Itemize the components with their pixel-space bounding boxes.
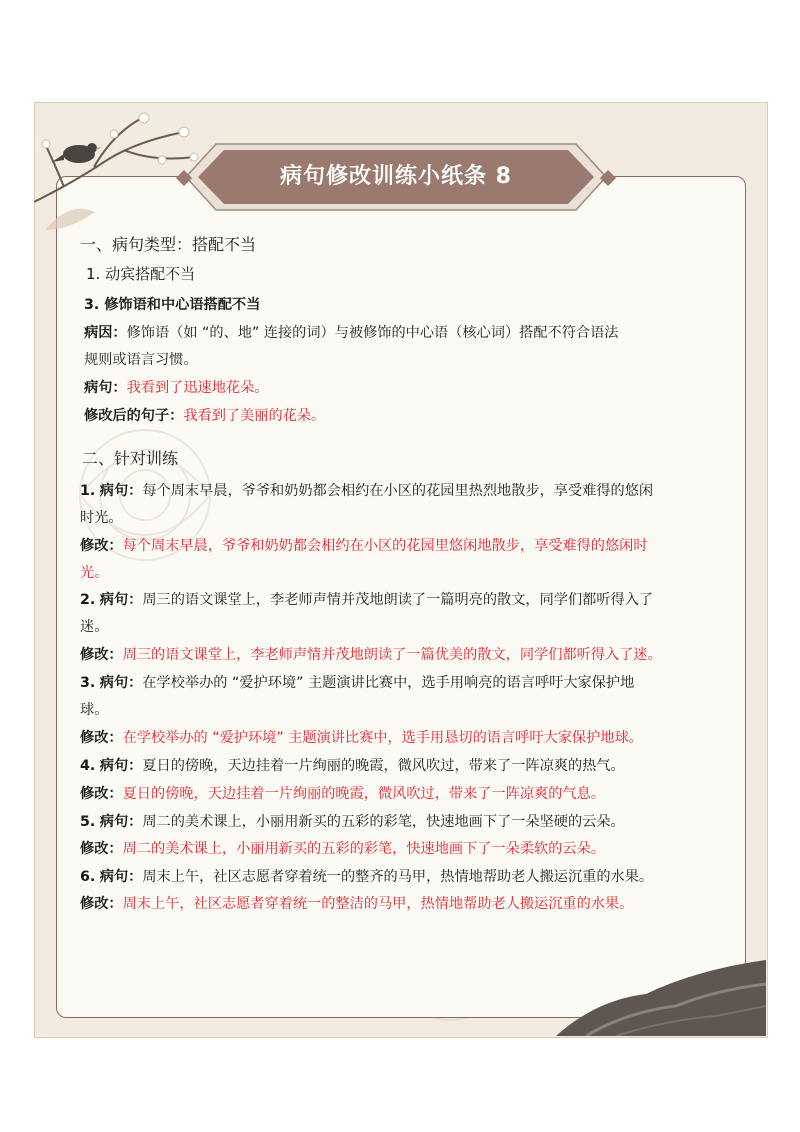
exercise-4-fix [80, 783, 605, 803]
cause-line-1 [84, 322, 619, 342]
exercise-number: 6. [80, 869, 96, 885]
wrong-label: 病句： [99, 675, 143, 691]
exercise-number: 4. [80, 758, 96, 774]
cause-label: 病因： [84, 325, 127, 341]
exercise-1-wrong [80, 480, 653, 500]
rock-decoration [556, 960, 766, 1036]
wrong-text: 周末上午，社区志愿者穿着统一的整齐的马甲，热情地帮助老人搬运沉重的水果。 [142, 869, 654, 885]
exercise-number: 1. [80, 483, 96, 499]
fix-text: 周三的语文课堂上，李老师声情并茂地朗读了一篇优美的散文，同学们都听得入了迷。 [122, 647, 662, 663]
exercise-3-wrong-cont: 球。 [80, 702, 109, 718]
fix-label: 修改： [80, 647, 123, 663]
fix-label: 修改： [80, 786, 123, 802]
example-wrong-line [84, 377, 268, 397]
example-fixed-text: 我看到了美丽的花朵。 [183, 408, 326, 424]
exercise-6-fix [80, 893, 633, 913]
fix-label: 修改： [80, 538, 123, 554]
wrong-text: 周三的语文课堂上，李老师声情并茂地朗读了一篇明亮的散文，同学们都听得入了 [142, 592, 654, 608]
section1-item1: 1. 动宾搭配不当 [86, 265, 196, 283]
example-fixed-label: 修改后的句子： [84, 408, 184, 424]
exercise-2-wrong-cont: 迷。 [80, 619, 109, 635]
fix-text: 在学校举办的 “爱护环境” 主题演讲比赛中，选手用恳切的语言呼吁大家保护地球。 [122, 730, 643, 746]
fix-text: 每个周末早晨，爷爷和奶奶都会相约在小区的花园里悠闲地散步，享受难得的悠闲时 [122, 538, 648, 554]
wrong-label: 病句： [99, 758, 143, 774]
title-banner [186, 138, 606, 216]
exercise-2-wrong [80, 589, 653, 609]
example-wrong-text: 我看到了迅速地花朵。 [126, 380, 269, 396]
banner-diamond-right-icon [600, 170, 616, 186]
cause-line-2: 规则或语言习惯。 [84, 352, 198, 368]
wrong-text: 每个周末早晨，爷爷和奶奶都会相约在小区的花园里热烈地散步，享受难得的悠闲 [142, 483, 654, 499]
fix-text: 周二的美术课上，小丽用新买的五彩的彩笔，快速地画下了一朵柔软的云朵。 [122, 841, 605, 857]
exercise-number: 2. [80, 592, 96, 608]
exercise-4-wrong [80, 755, 625, 775]
exercise-5-fix [80, 838, 605, 858]
fix-text: 夏日的傍晚，天边挂着一片绚丽的晚霞，微风吹过，带来了一阵凉爽的气息。 [122, 786, 605, 802]
wrong-label: 病句： [99, 483, 143, 499]
fix-label: 修改： [80, 896, 123, 912]
fix-label: 修改： [80, 841, 123, 857]
exercise-6-wrong [80, 866, 653, 886]
section1-heading: 一、病句类型：搭配不当 [80, 235, 257, 254]
wrong-label: 病句： [99, 869, 143, 885]
wrong-label: 病句： [99, 814, 143, 830]
exercise-3-wrong [80, 672, 634, 692]
exercise-3-fix [80, 727, 643, 747]
exercise-5-wrong [80, 811, 625, 831]
page-title: 病句修改训练小纸条 8 [280, 164, 512, 189]
cause-text: 修饰语（如 “的、地” 连接的词）与被修饰的中心语（核心词）搭配不符合语法 [126, 325, 619, 341]
banner-diamond-left-icon [176, 170, 192, 186]
wrong-label: 病句： [99, 592, 143, 608]
wrong-text: 在学校举办的 “爱护环境” 主题演讲比赛中，选手用响亮的语言呼吁大家保护地 [142, 675, 635, 691]
example-fixed-line [84, 405, 325, 425]
exercise-2-fix [80, 644, 662, 664]
section2-heading: 二、针对训练 [82, 449, 179, 468]
wrong-text: 夏日的傍晚，天边挂着一片绚丽的晚霞，微风吹过，带来了一阵凉爽的热气。 [142, 758, 625, 774]
section1-item3: 3. 修饰语和中心语搭配不当 [84, 297, 261, 313]
wrong-text: 周二的美术课上，小丽用新买的五彩的彩笔，快速地画下了一朵坚硬的云朵。 [142, 814, 625, 830]
exercise-number: 5. [80, 814, 96, 830]
exercise-1-fix-cont: 光。 [80, 565, 109, 581]
exercise-1-wrong-cont: 时光。 [80, 510, 123, 526]
exercise-1-fix [80, 535, 648, 555]
example-wrong-label: 病句： [84, 380, 127, 396]
fix-text: 周末上午，社区志愿者穿着统一的整洁的马甲，热情地帮助老人搬运沉重的水果。 [122, 896, 634, 912]
fix-label: 修改： [80, 730, 123, 746]
exercise-number: 3. [80, 675, 96, 691]
